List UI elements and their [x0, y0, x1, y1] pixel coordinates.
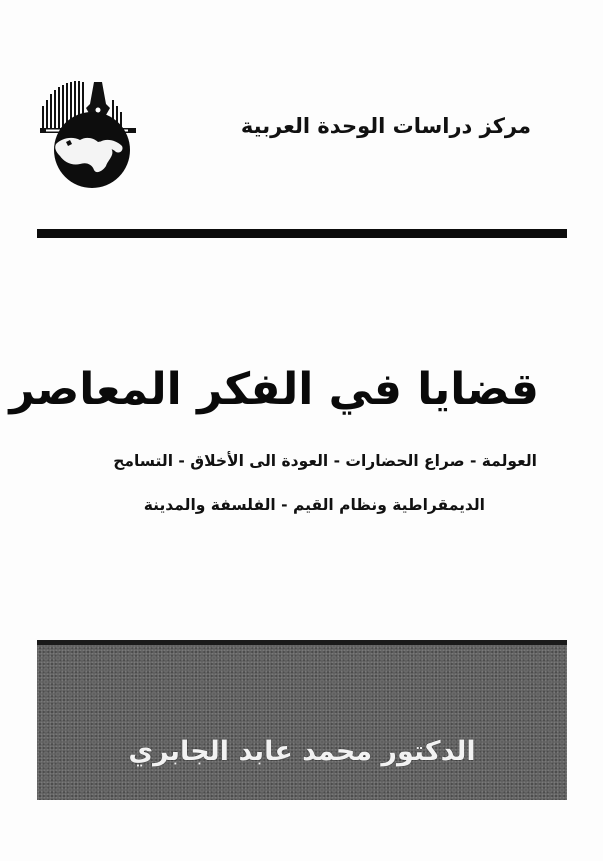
- author-band: [37, 640, 567, 800]
- arab-world-map-pen-icon: [36, 78, 144, 190]
- topics-line-2: الديمقراطية ونظام القيم - الفلسفة والمدينة: [143, 496, 485, 514]
- horizontal-rule: [37, 229, 567, 238]
- book-title: قضايا في الفكر المعاصر: [9, 364, 539, 415]
- band-top-border: [37, 640, 567, 645]
- topics-line-1: العولمة - صراع الحضارات - العودة الى الأخلاق - التسامح: [113, 452, 537, 470]
- author-name: الدكتور محمد عابد الجابري: [128, 736, 476, 767]
- publisher-name: مركز دراسات الوحدة العربية: [240, 114, 531, 138]
